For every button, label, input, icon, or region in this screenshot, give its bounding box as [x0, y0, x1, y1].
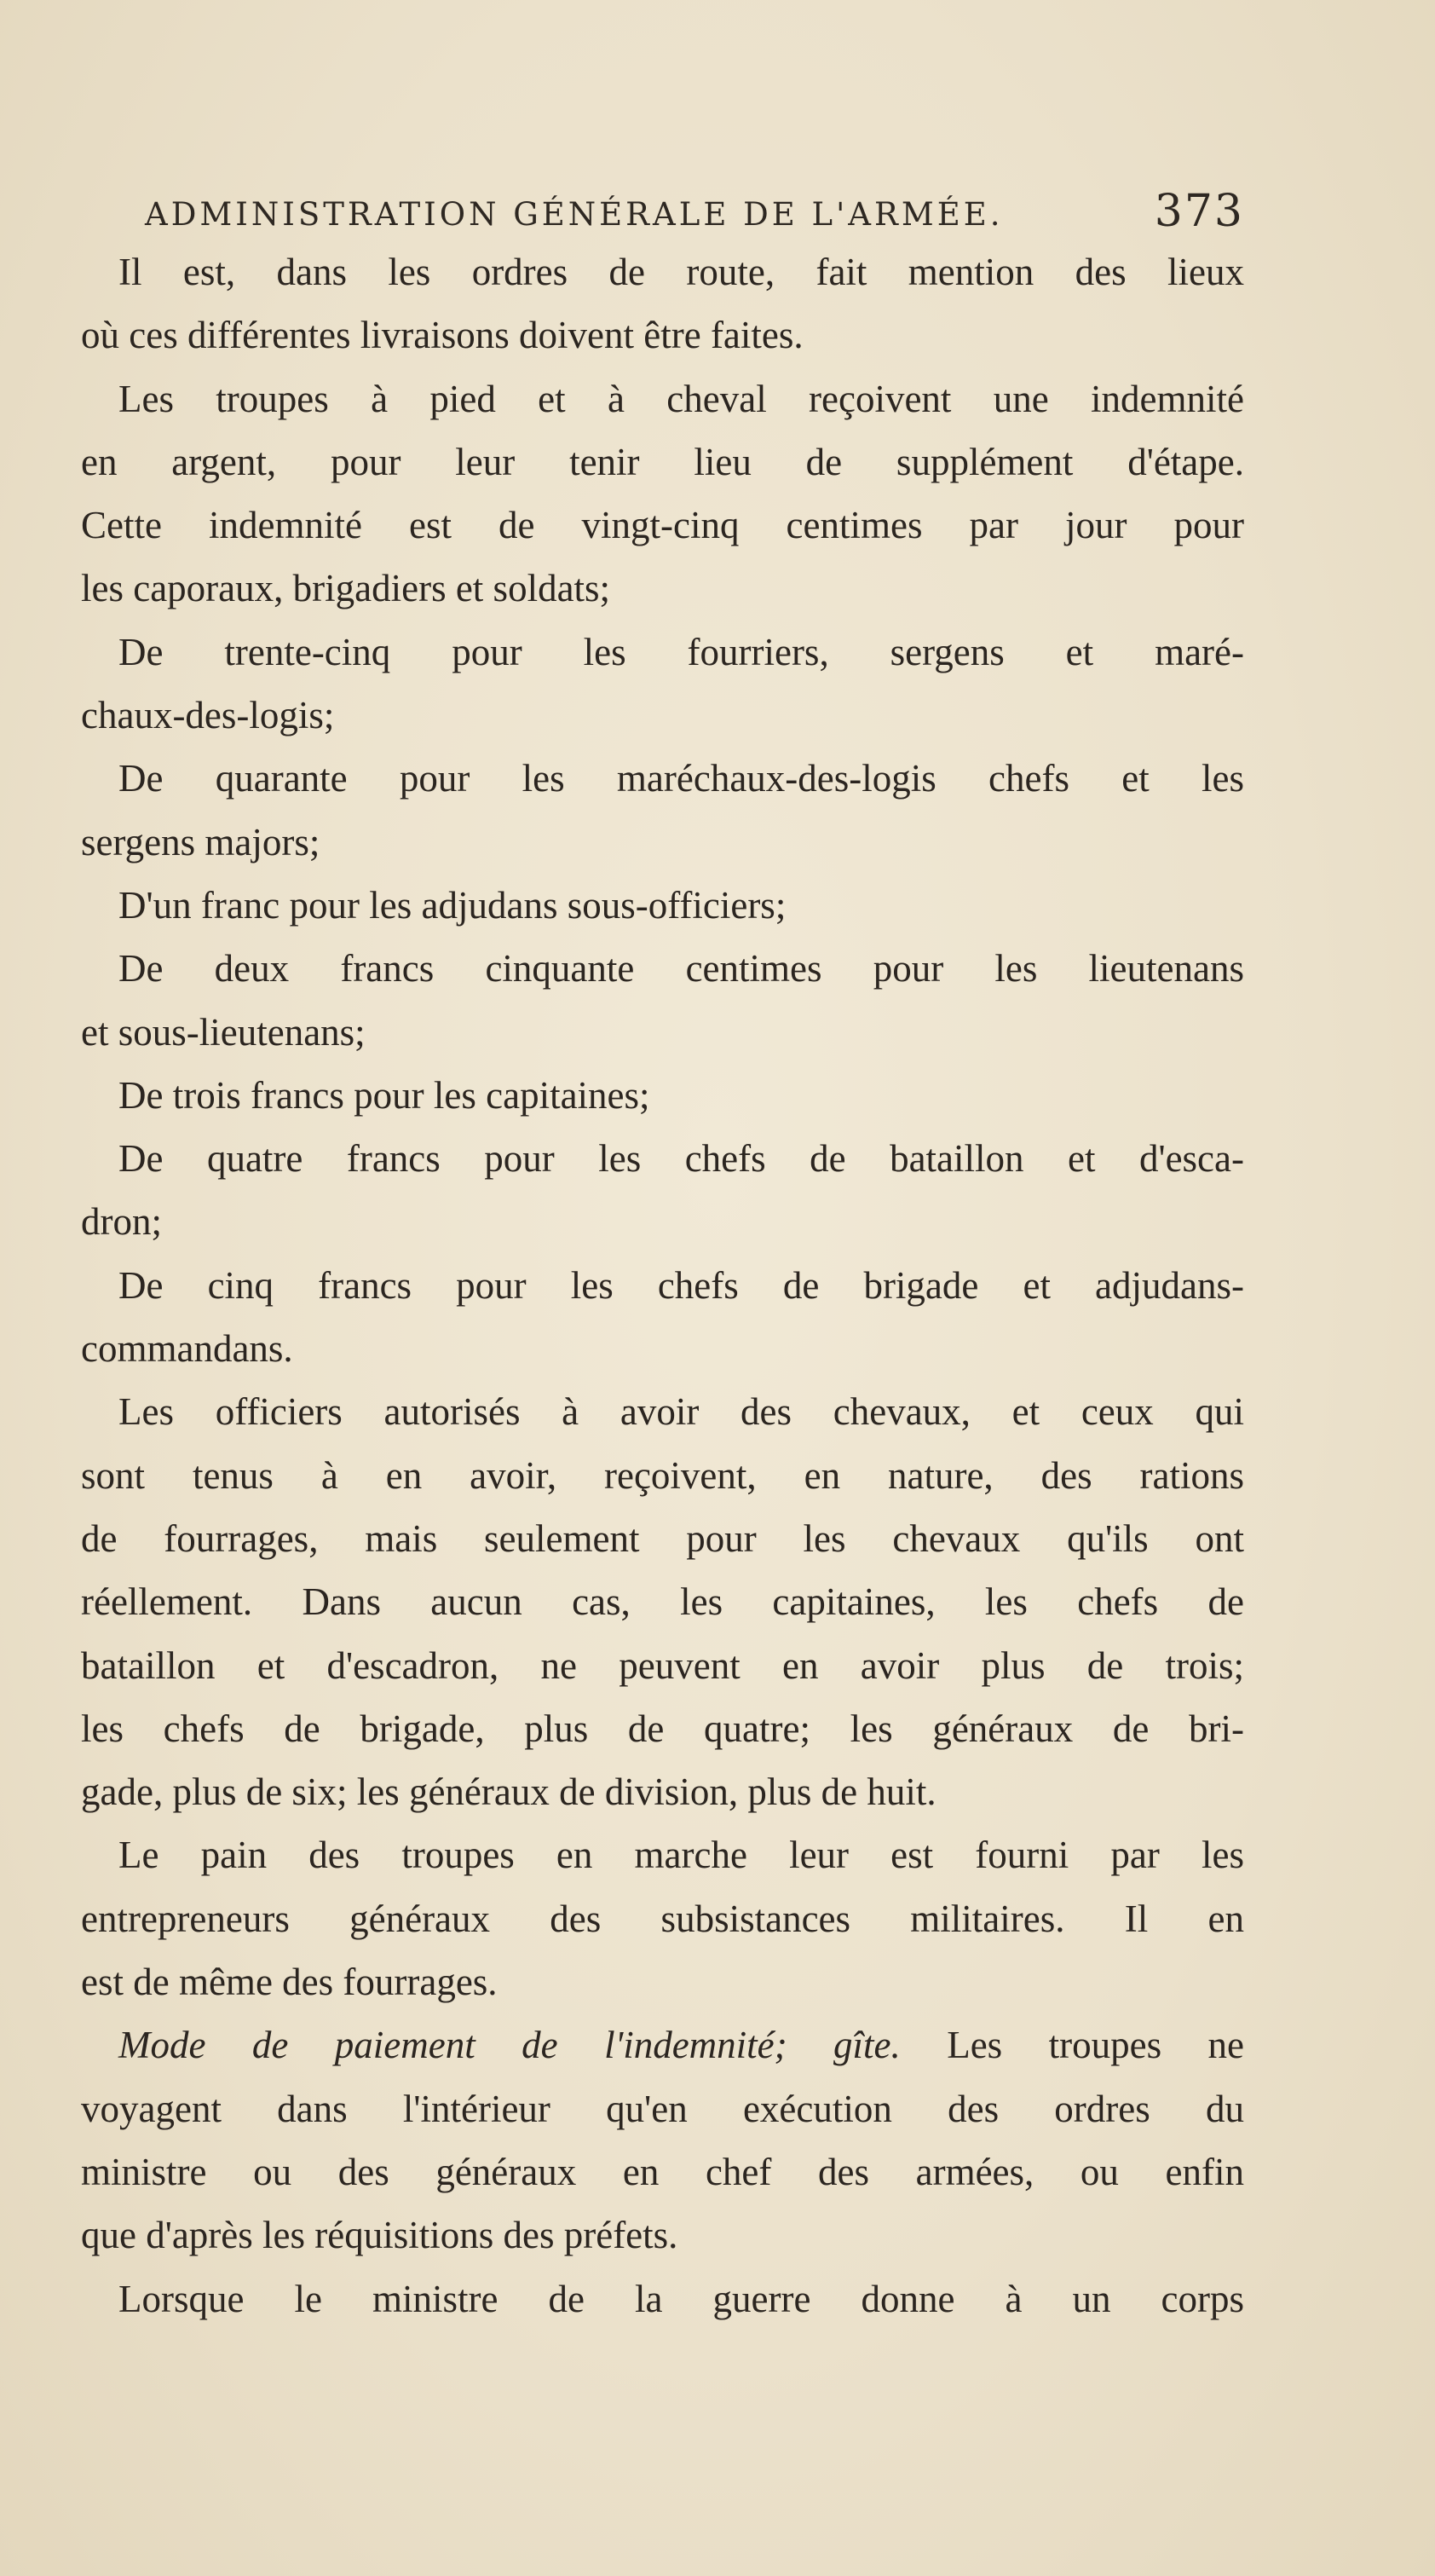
text-line: [81, 2013, 1244, 2076]
text-run: Les troupes ne: [900, 2024, 1244, 2067]
text-line: où ces différentes livraisons doivent être faites.: [81, 314, 804, 357]
text-line: en argent, pour leur tenir lieu de supplément d'étape.: [81, 440, 1244, 483]
text-line: De quatre francs pour les chefs de bataillon et d'esca-: [118, 1137, 1244, 1181]
paragraph: [81, 937, 1244, 1064]
text-line: Il est, dans les ordres de route, fait mention des lieux: [118, 251, 1244, 293]
text-line: De trente-cinq pour les fourriers, sergens et maré-: [118, 630, 1244, 673]
paragraph: [81, 1127, 1244, 1254]
text-line: et sous-lieutenans;: [81, 1010, 366, 1054]
text-line: sergens majors;: [81, 820, 320, 863]
paragraph: [81, 367, 1244, 621]
text-line: que d'après les réquisitions des préfets.: [81, 2214, 678, 2257]
text-line: les chefs de brigade, plus de quatre; les généraux de bri-: [81, 1707, 1244, 1750]
paragraph: [81, 240, 1244, 367]
text-line: Les troupes à pied et à cheval reçoivent une indemnité: [118, 377, 1244, 420]
text-line: est de même des fourrages.: [81, 1961, 498, 2004]
text-line: De quarante pour les maréchaux-des-logis chefs et les: [118, 757, 1244, 800]
text-line: de fourrages, mais seulement pour les chevaux qu'ils ont: [81, 1516, 1244, 1560]
text-line: ministre ou des généraux en chef des armées, ou enfin: [81, 2150, 1244, 2193]
paragraph: [81, 874, 1244, 937]
page-number: 373: [1154, 186, 1244, 237]
text-line: les caporaux, brigadiers et soldats;: [81, 567, 611, 610]
paragraph: [81, 2013, 1244, 2267]
text-line: Les officiers autorisés à avoir des chevaux, et ceux qui: [118, 1390, 1244, 1434]
running-head: [145, 181, 1244, 240]
section-run-in-heading: Mode de paiement de l'indemnité; gîte.: [118, 2024, 901, 2067]
text-line: voyagent dans l'intérieur qu'en exécution des ordres du: [81, 2087, 1244, 2130]
paragraph: [81, 2267, 1244, 2331]
text-line: Cette indemnité est de vingt-cinq centimes par jour pour: [81, 504, 1244, 547]
paragraph: [81, 1823, 1244, 2013]
text-line: bataillon et d'escadron, ne peuvent en avoir plus de trois;: [81, 1643, 1244, 1687]
text-line: De cinq francs pour les chefs de brigade et adjudans-: [118, 1263, 1244, 1307]
text-line: D'un franc pour les adjudans sous-officiers;: [118, 883, 787, 927]
text-line: réellement. Dans aucun cas, les capitaines, les chefs de: [81, 1580, 1244, 1624]
paragraph: [81, 621, 1244, 748]
text-line: gade, plus de six; les généraux de division, plus de huit.: [81, 1770, 936, 1814]
text-line: dron;: [81, 1200, 162, 1244]
running-title: ADMINISTRATION GÉNÉRALE DE L'ARMÉE.: [145, 196, 1004, 233]
text-line: De deux francs cinquante centimes pour les lieutenans: [118, 947, 1244, 991]
text-line: sont tenus à en avoir, reçoivent, en nature, des rations: [81, 1453, 1244, 1497]
paragraph: [81, 1380, 1244, 1823]
paragraph: [81, 1064, 1244, 1127]
paragraph: [81, 1254, 1244, 1381]
body-text: [81, 240, 1244, 2331]
paragraph: [81, 747, 1244, 874]
text-line: entrepreneurs généraux des subsistances militaires. Il en: [81, 1897, 1244, 1940]
text-line: Le pain des troupes en marche leur est fourni par les: [118, 1834, 1244, 1877]
text-line: Lorsque le ministre de la guerre donne à un corps: [118, 2277, 1244, 2320]
text-line: De trois francs pour les capitaines;: [118, 1073, 650, 1117]
text-line: commandans.: [81, 1327, 293, 1371]
text-line: chaux-des-logis;: [81, 694, 335, 737]
